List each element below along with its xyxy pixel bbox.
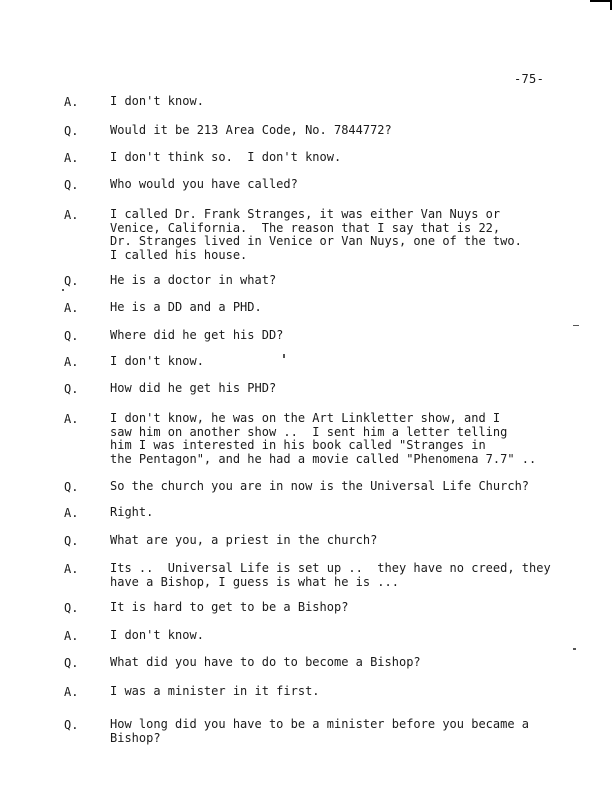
scan-speck bbox=[573, 325, 579, 326]
entry-text: What did you have to do to become a Bishop? bbox=[110, 655, 421, 669]
entry-text: So the church you are in now is the Universal Life Church? bbox=[110, 479, 530, 493]
entry-text: He is a doctor in what? bbox=[110, 273, 277, 287]
entry-text: How long did you have to be a minister before you became a Bishop? bbox=[110, 717, 530, 745]
entry-text: He is a DD and a PHD. bbox=[110, 300, 262, 314]
speaker-label: Q. bbox=[64, 329, 79, 343]
speaker-label: Q. bbox=[64, 178, 79, 192]
entry-text: Who would you have called? bbox=[110, 177, 298, 191]
speaker-label: A. bbox=[64, 95, 79, 109]
speaker-label: A. bbox=[64, 208, 79, 222]
speaker-label: Q. bbox=[64, 534, 79, 548]
speaker-label: A. bbox=[64, 562, 79, 576]
corner-mark bbox=[590, 0, 612, 10]
entry-text: What are you, a priest in the church? bbox=[110, 533, 378, 547]
speaker-label: A. bbox=[64, 629, 79, 643]
entry-text: It is hard to get to be a Bishop? bbox=[110, 600, 349, 614]
speaker-label: A. bbox=[64, 412, 79, 426]
entry-text: I don't know. bbox=[110, 628, 204, 642]
speaker-label: A. bbox=[64, 506, 79, 520]
speaker-label: Q. bbox=[64, 601, 79, 615]
entry-text: I was a minister in it first. bbox=[110, 684, 320, 698]
speaker-label: A. bbox=[64, 301, 79, 315]
scan-speck bbox=[283, 354, 285, 358]
speaker-label: Q. bbox=[64, 274, 79, 288]
entry-text: I don't know. bbox=[110, 354, 204, 368]
entry-text: Right. bbox=[110, 505, 154, 519]
scan-speck bbox=[62, 289, 64, 291]
entry-text: I don't know. bbox=[110, 94, 204, 108]
speaker-label: A. bbox=[64, 151, 79, 165]
entry-text: How did he get his PHD? bbox=[110, 381, 277, 395]
speaker-label: Q. bbox=[64, 480, 79, 494]
speaker-label: Q. bbox=[64, 382, 79, 396]
entry-text: Its .. Universal Life is set up .. they have no creed, they have a Bishop, I guess is what he is ... bbox=[110, 561, 551, 589]
speaker-label: Q. bbox=[64, 718, 79, 732]
entry-text: Where did he get his DD? bbox=[110, 328, 284, 342]
entry-text: I called Dr. Frank Stranges, it was either Van Nuys or Venice, California. The reason that I say that is 22, Dr. Stranges lived in Venice or Van Nuys, one of the two. I called his house. bbox=[110, 207, 522, 262]
speaker-label: A. bbox=[64, 355, 79, 369]
speaker-label: A. bbox=[64, 685, 79, 699]
entry-text: I don't think so. I don't know. bbox=[110, 150, 342, 164]
page-number: -75- bbox=[514, 72, 545, 86]
entry-text: I don't know, he was on the Art Linkletter show, and I saw him on another show .. I sent him a letter telling him I was interested in his book called "Stranges in the Pentagon", and he had a movie called "Phenomena 7.7" .. bbox=[110, 411, 537, 466]
speaker-label: Q. bbox=[64, 124, 79, 138]
scan-speck bbox=[573, 648, 576, 650]
entry-text: Would it be 213 Area Code, No. 7844772? bbox=[110, 123, 392, 137]
speaker-label: Q. bbox=[64, 656, 79, 670]
